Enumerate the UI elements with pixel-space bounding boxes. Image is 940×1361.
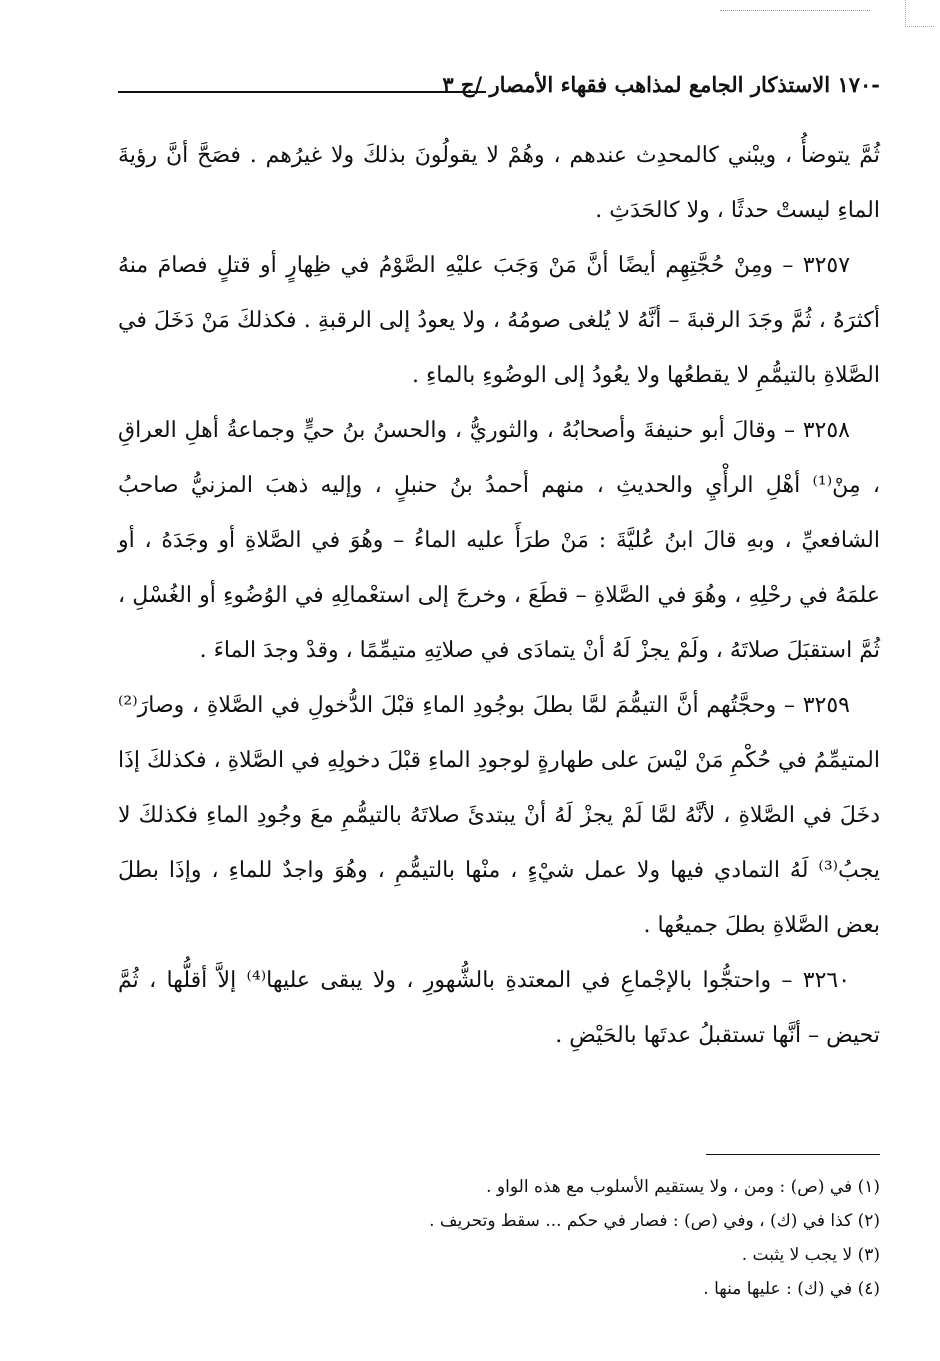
- footnote-separator: [706, 1154, 880, 1155]
- paragraph-text: – وحجَّتُهم أنَّ التيمُّمَ لمَّا بطلَ بوجُودِ الماءِ قبْلَ الدُّخولِ في الصَّلاةِ ، وصارَ⁽²⁾ المتيمِّمُ في حُكْمِ مَنْ ليْسَ على طهارةٍ لوجودِ الماءِ قبْلَ دخولِهِ في الصَّلاةِ ، فكذلكَ إذَا دخَلَ في الصَّلاةِ ، لأنَّهُ لمَّا لَمْ يجزْ لَهُ أنْ يبتدئَ صلاتَهُ بالتيمُّمِ معَ وجُودِ الماءِ فكذلكَ لا يجبُ⁽³⁾ لَهُ التمادي فيها ولا عمل شيْءٍ ، منْها بالتيمُّمِ ، وهُوَ واجدٌ للماءِ ، وإذَا بطلَ بعض الصَّلاةِ بطلَ جميعُها .: [118, 693, 880, 938]
- scan-artifact-corner: [905, 0, 934, 27]
- header-rule: [118, 91, 486, 93]
- paragraph: [118, 678, 880, 953]
- paragraph: [118, 238, 880, 403]
- paragraph-number: ٣٢٥٧: [802, 253, 851, 278]
- paragraph: [118, 128, 880, 238]
- main-text: [118, 128, 880, 1063]
- page-header: [118, 70, 880, 106]
- running-title: -١٧٠ الاستذكار الجامع لمذاهب فقهاء الأمصار /ج ٣: [442, 72, 880, 97]
- paragraph: [118, 403, 880, 678]
- footnote: (٢) كذا في (ك) ، وفي (ص) : فصار في حكم ... سقط وتحريف .: [429, 1211, 880, 1231]
- paragraph-text: – واحتجُّوا بالإجْماعِ في المعتدةِ بالشُّهورِ ، ولا يبقى عليها⁽⁴⁾ إلاَّ أقلُّها ، ثُمَّ تحيض – أنَّها تستقبلُ عدتَها بالحَيْضِ .: [118, 968, 880, 1048]
- footnote: (٤) في (ك) : عليها منها .: [703, 1279, 880, 1299]
- paragraph-number: ٣٢٥٨: [802, 418, 850, 443]
- paragraph-text: – ومِنْ حُجَّتِهِم أيضًا أنَّ مَنْ وَجَبَ عليْهِ الصَّوْمُ في ظِهارٍ أو قتلٍ فصامَ منهُ أكثرَهُ ، ثُمَّ وجَدَ الرقبةَ – أنَّهُ لا يُلغى صومُهُ ، ولا يعودُ إلى الرقبةِ . فكذلكَ مَنْ دَخَلَ في الصَّلاةِ بالتيمُّمِ لا يقطعُها ولا يعُودُ إلى الوضُوءِ بالماءِ .: [118, 253, 880, 388]
- footnote: (٣) لا يجب لا يثبت .: [741, 1245, 880, 1265]
- paragraph-text: ثُمَّ يتوضأُ ، ويبْني كالمحدِث عندهم ، وهُمْ لا يقولُونَ بذلكَ ولا غيرُهم . فصَحَّ أنَّ رؤيةَ الماءِ ليستْ حدثًا ، ولا كالحَدَثِ .: [118, 143, 880, 223]
- footnotes: [118, 1170, 880, 1306]
- footnote: (١) في (ص) : ومن ، ولا يستقيم الأسلوب مع هذه الواو .: [486, 1177, 880, 1197]
- paragraph-text: – وقالَ أبو حنيفةَ وأصحابُهُ ، والثوريُّ ، والحسنُ بنُ حيٍّ وجماعةُ أهلِ العراقِ ، مِنْ⁽¹⁾ أهْلِ الرأْيِ والحديثِ ، منهم أحمدُ بنُ حنبلٍ ، وإليه ذهبَ المزنيُّ صاحبُ الشافعيِّ ، وبهِ قالَ ابنُ عُليَّةَ : مَنْ طرَأَ عليه الماءُ – وهُوَ في الصَّلاةِ أو وجَدَهُ ، أو علمَهُ في رحْلِهِ ، وهُوَ في الصَّلاةِ – قطَعَ ، وخرجَ إلى استعْمالِهِ في الوُضُوءِ أو الغُسْلِ ، ثُمَّ استقبَلَ صلاتَهُ ، ولَمْ يجزْ لَهُ أنْ يتمادَى في صلاتِهِ متيمِّمًا ، وقدْ وجدَ الماءَ .: [118, 418, 880, 663]
- paragraph: [118, 953, 880, 1063]
- scan-artifact-dotted-line: [720, 10, 870, 11]
- paragraph-number: ٣٢٦٠: [802, 968, 851, 993]
- paragraph-number: ٣٢٥٩: [802, 693, 850, 718]
